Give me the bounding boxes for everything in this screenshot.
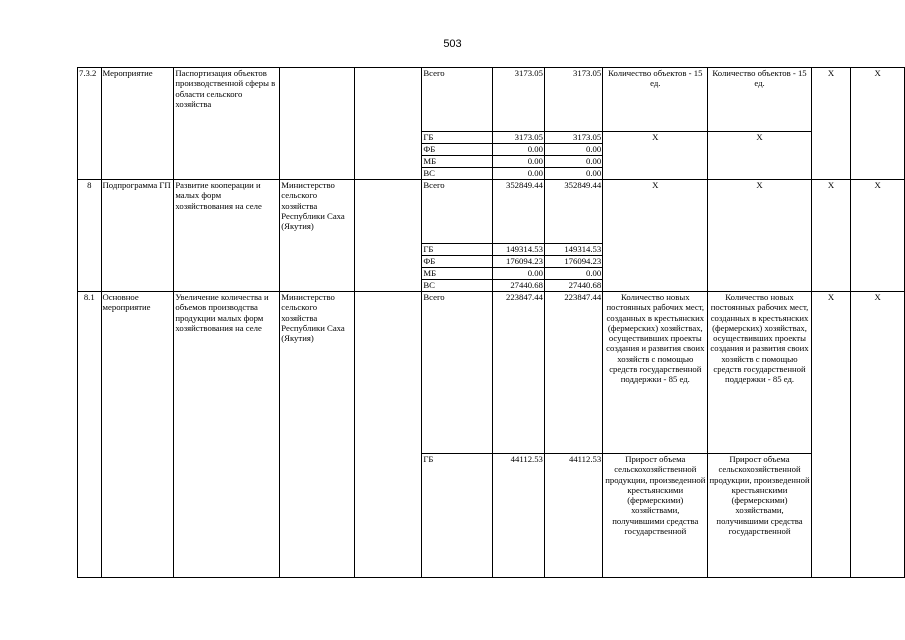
row-name: Развитие кооперации и малых форм хозяйствования на селе: [174, 180, 280, 292]
indicator-fact-cell: Х: [708, 132, 811, 180]
table-row: [78, 292, 905, 454]
plan-cell: 0.00: [492, 168, 544, 180]
program-table: [77, 67, 905, 578]
source-cell: ФБ: [422, 144, 492, 156]
row-type: Основное мероприятие: [101, 292, 174, 578]
fact-cell: 0.00: [544, 268, 602, 280]
plan-cell: 176094.23: [492, 256, 544, 268]
row-type: Мероприятие: [101, 68, 174, 180]
x-cell: Х: [851, 292, 905, 578]
plan-cell: 149314.53: [492, 244, 544, 256]
row-name: Паспортизация объектов производственной сферы в области сельского хозяйства: [174, 68, 280, 180]
source-cell: ГБ: [422, 244, 492, 256]
fact-cell: 0.00: [544, 156, 602, 168]
row-number: 8.1: [78, 292, 102, 578]
source-cell: МБ: [422, 268, 492, 280]
row-executor: Министерство сельского хозяйства Республики Саха (Якутия): [280, 180, 354, 292]
indicator-plan-cell: Х: [603, 132, 708, 180]
plan-cell: 0.00: [492, 268, 544, 280]
source-cell: ВС: [422, 168, 492, 180]
fact-cell: 27440.68: [544, 280, 602, 292]
table-row: [78, 180, 905, 244]
source-cell: Всего: [422, 180, 492, 244]
empty-cell: [354, 180, 422, 292]
plan-cell: 223847.44: [492, 292, 544, 454]
indicator-fact-cell: Х: [708, 180, 811, 292]
x-cell: Х: [811, 292, 851, 578]
indicator-plan-cell: Прирост объема сельскохозяйственной продукции, произведенной крестьянскими (фермерскими) хозяйствами, получившими средства государственной: [603, 454, 708, 578]
fact-cell: 0.00: [544, 144, 602, 156]
fact-cell: 3173.05: [544, 132, 602, 144]
source-cell: ВС: [422, 280, 492, 292]
source-cell: МБ: [422, 156, 492, 168]
indicator-plan-cell: Х: [603, 180, 708, 292]
source-cell: ГБ: [422, 132, 492, 144]
fact-cell: 352849.44: [544, 180, 602, 244]
indicator-fact-cell: Прирост объема сельскохозяйственной продукции, произведенной крестьянскими (фермерскими) хозяйствами, получившими средства государственной: [708, 454, 811, 578]
page-number: 503: [443, 38, 462, 50]
table-row: [78, 68, 905, 132]
x-cell: Х: [811, 68, 851, 180]
row-number: 7.3.2: [78, 68, 102, 180]
empty-cell: [354, 292, 422, 578]
indicator-plan-cell: Количество объектов - 15 ед.: [603, 68, 708, 132]
fact-cell: 176094.23: [544, 256, 602, 268]
row-executor: [280, 68, 354, 180]
plan-cell: 3173.05: [492, 68, 544, 132]
row-name: Увеличение количества и объемов производства продукции малых форм хозяйствования на селе: [174, 292, 280, 578]
fact-cell: 223847.44: [544, 292, 602, 454]
plan-cell: 0.00: [492, 156, 544, 168]
row-type: Подпрограмма ГП: [101, 180, 174, 292]
fact-cell: 149314.53: [544, 244, 602, 256]
x-cell: Х: [811, 180, 851, 292]
x-cell: Х: [851, 180, 905, 292]
plan-cell: 27440.68: [492, 280, 544, 292]
indicator-fact-cell: Количество объектов - 15 ед.: [708, 68, 811, 132]
source-cell: Всего: [422, 68, 492, 132]
source-cell: ГБ: [422, 454, 492, 578]
source-cell: Всего: [422, 292, 492, 454]
x-cell: Х: [851, 68, 905, 180]
plan-cell: 0.00: [492, 144, 544, 156]
row-number: 8: [78, 180, 102, 292]
row-executor: Министерство сельского хозяйства Республики Саха (Якутия): [280, 292, 354, 578]
empty-cell: [354, 68, 422, 180]
source-cell: ФБ: [422, 256, 492, 268]
plan-cell: 44112.53: [492, 454, 544, 578]
fact-cell: 3173.05: [544, 68, 602, 132]
plan-cell: 3173.05: [492, 132, 544, 144]
fact-cell: 44112.53: [544, 454, 602, 578]
indicator-fact-cell: Количество новых постоянных рабочих мест, созданных в крестьянских (фермерских) хозяйствах, осуществивших проекты создания и развития своих хозяйств с помощью средств государственной поддержки - 85 ед.: [708, 292, 811, 454]
plan-cell: 352849.44: [492, 180, 544, 244]
indicator-plan-cell: Количество новых постоянных рабочих мест, созданных в крестьянских (фермерских) хозяйствах, осуществивших проекты создания и развития своих хозяйств с помощью средств государственной поддержки - 85 ед.: [603, 292, 708, 454]
fact-cell: 0.00: [544, 168, 602, 180]
